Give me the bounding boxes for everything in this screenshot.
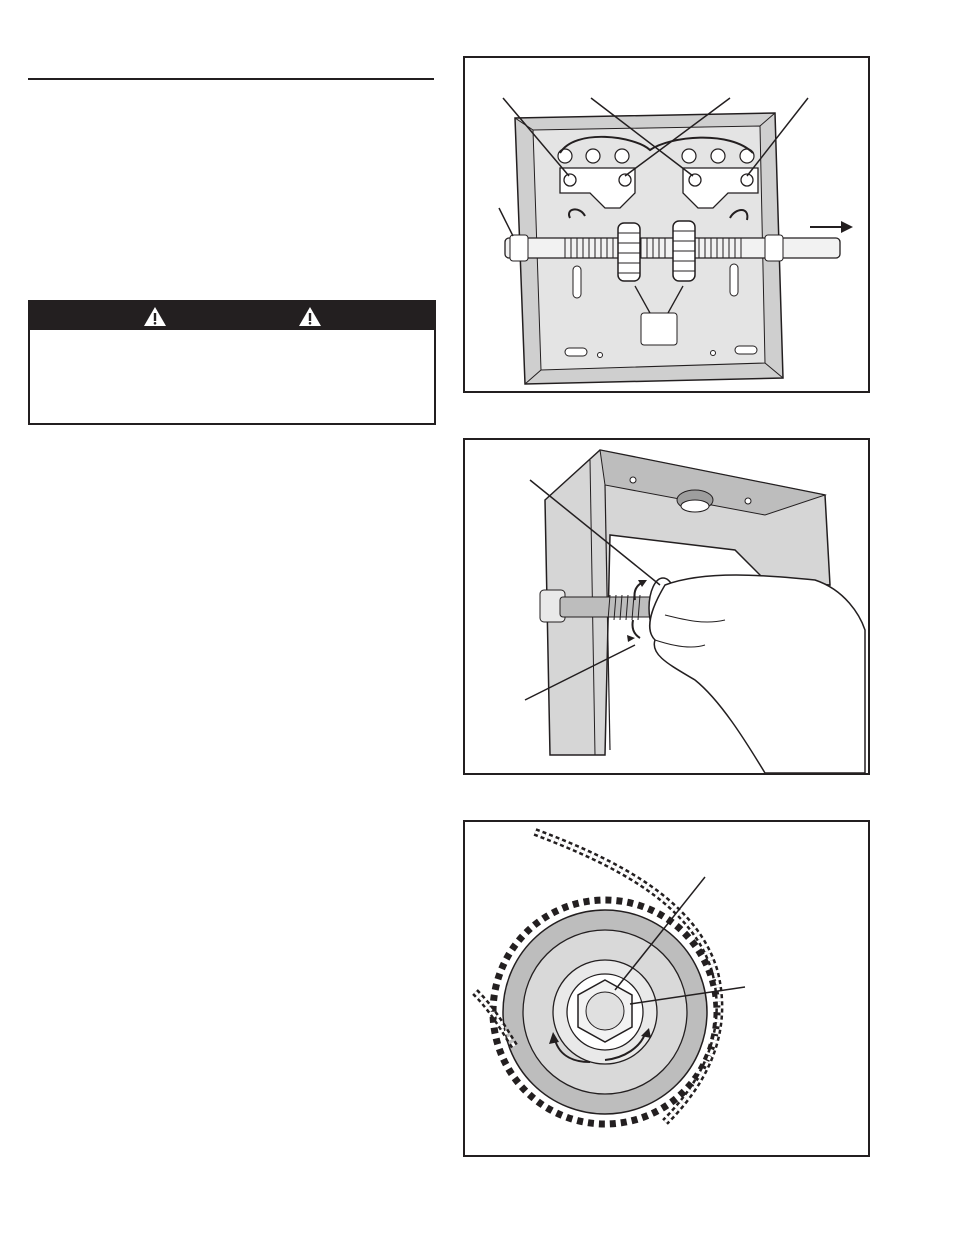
- warning-triangle-icon: [298, 306, 322, 327]
- limit-nut-adjust-illustration: [465, 440, 868, 773]
- figure-limit-switch: [463, 56, 870, 393]
- figure-sprocket: [463, 820, 870, 1157]
- warning-box: [28, 300, 436, 425]
- warning-header-bar: [30, 302, 434, 330]
- figure-limit-nut-adjust: [463, 438, 870, 775]
- section-rule: [28, 78, 434, 80]
- warning-triangle-icon: [143, 306, 167, 327]
- limit-switch-illustration: [465, 58, 868, 391]
- arrow-right-icon: [810, 221, 853, 233]
- sprocket-illustration: [465, 822, 868, 1155]
